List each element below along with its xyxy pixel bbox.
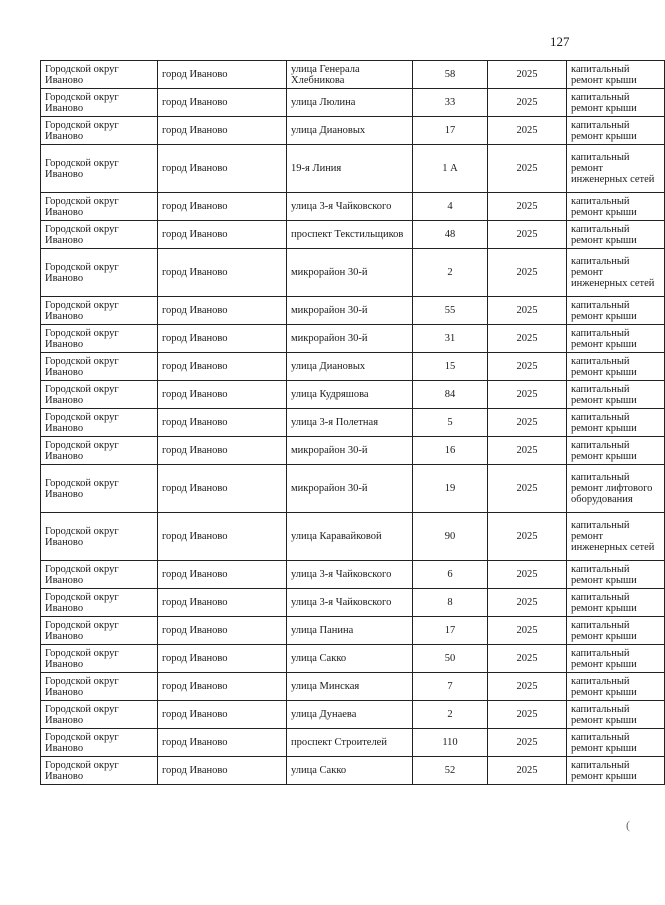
- city-cell: город Иваново: [158, 513, 287, 561]
- street-cell: микрорайон 30-й: [287, 297, 413, 325]
- house-cell: 16: [413, 437, 488, 465]
- year-cell: 2025: [488, 193, 567, 221]
- municipality-cell: Городской округ Иваново: [41, 117, 158, 145]
- street-cell: улица 3-я Чайковского: [287, 589, 413, 617]
- table-row: [41, 465, 665, 513]
- table-row: [41, 297, 665, 325]
- work-cell: капитальный ремонт крыши: [567, 701, 665, 729]
- work-cell: капитальный ремонт крыши: [567, 61, 665, 89]
- city-cell: город Иваново: [158, 465, 287, 513]
- house-cell: 17: [413, 617, 488, 645]
- city-cell: город Иваново: [158, 325, 287, 353]
- street-cell: проспект Текстильщиков: [287, 221, 413, 249]
- year-cell: 2025: [488, 89, 567, 117]
- year-cell: 2025: [488, 437, 567, 465]
- work-cell: капитальный ремонт крыши: [567, 757, 665, 785]
- work-cell: капитальный ремонт крыши: [567, 617, 665, 645]
- city-cell: город Иваново: [158, 757, 287, 785]
- municipality-cell: Городской округ Иваново: [41, 437, 158, 465]
- house-cell: 17: [413, 117, 488, 145]
- work-cell: капитальный ремонт крыши: [567, 437, 665, 465]
- house-cell: 19: [413, 465, 488, 513]
- work-cell: капитальный ремонт крыши: [567, 673, 665, 701]
- street-cell: улица Диановых: [287, 353, 413, 381]
- table-row: [41, 645, 665, 673]
- street-cell: проспект Строителей: [287, 729, 413, 757]
- city-cell: город Иваново: [158, 617, 287, 645]
- city-cell: город Иваново: [158, 381, 287, 409]
- work-cell: капитальный ремонт крыши: [567, 589, 665, 617]
- table-row: [41, 193, 665, 221]
- year-cell: 2025: [488, 353, 567, 381]
- city-cell: город Иваново: [158, 645, 287, 673]
- house-cell: 48: [413, 221, 488, 249]
- street-cell: улица 3-я Чайковского: [287, 193, 413, 221]
- table-row: [41, 61, 665, 89]
- city-cell: город Иваново: [158, 589, 287, 617]
- work-cell: капитальный ремонт крыши: [567, 381, 665, 409]
- city-cell: город Иваново: [158, 561, 287, 589]
- year-cell: 2025: [488, 645, 567, 673]
- table-row: [41, 117, 665, 145]
- year-cell: 2025: [488, 757, 567, 785]
- table-row: [41, 221, 665, 249]
- table-row: [41, 617, 665, 645]
- house-cell: 33: [413, 89, 488, 117]
- house-cell: 84: [413, 381, 488, 409]
- municipality-cell: Городской округ Иваново: [41, 561, 158, 589]
- municipality-cell: Городской округ Иваново: [41, 729, 158, 757]
- table-row: [41, 701, 665, 729]
- city-cell: город Иваново: [158, 437, 287, 465]
- work-cell: капитальный ремонт лифтового оборудования: [567, 465, 665, 513]
- table-row: [41, 249, 665, 297]
- year-cell: 2025: [488, 513, 567, 561]
- work-cell: капитальный ремонт крыши: [567, 297, 665, 325]
- house-cell: 52: [413, 757, 488, 785]
- city-cell: город Иваново: [158, 297, 287, 325]
- table-row: [41, 89, 665, 117]
- house-cell: 5: [413, 409, 488, 437]
- city-cell: город Иваново: [158, 353, 287, 381]
- work-cell: капитальный ремонт крыши: [567, 729, 665, 757]
- city-cell: город Иваново: [158, 61, 287, 89]
- work-cell: капитальный ремонт крыши: [567, 645, 665, 673]
- city-cell: город Иваново: [158, 89, 287, 117]
- municipality-cell: Городской округ Иваново: [41, 513, 158, 561]
- street-cell: улица Генерала Хлебникова: [287, 61, 413, 89]
- municipality-cell: Городской округ Иваново: [41, 193, 158, 221]
- work-cell: капитальный ремонт крыши: [567, 193, 665, 221]
- street-cell: улица Панина: [287, 617, 413, 645]
- city-cell: город Иваново: [158, 701, 287, 729]
- street-cell: микрорайон 30-й: [287, 249, 413, 297]
- work-cell: капитальный ремонт крыши: [567, 89, 665, 117]
- house-cell: 110: [413, 729, 488, 757]
- table-row: [41, 513, 665, 561]
- street-cell: улица Минская: [287, 673, 413, 701]
- house-cell: 4: [413, 193, 488, 221]
- street-cell: микрорайон 30-й: [287, 437, 413, 465]
- year-cell: 2025: [488, 673, 567, 701]
- municipality-cell: Городской округ Иваново: [41, 145, 158, 193]
- municipality-cell: Городской округ Иваново: [41, 249, 158, 297]
- house-cell: 15: [413, 353, 488, 381]
- house-cell: 2: [413, 701, 488, 729]
- house-cell: 2: [413, 249, 488, 297]
- street-cell: улица Сакко: [287, 757, 413, 785]
- work-cell: капитальный ремонт крыши: [567, 221, 665, 249]
- repair-schedule-table: [40, 60, 665, 785]
- municipality-cell: Городской округ Иваново: [41, 381, 158, 409]
- table-row: [41, 325, 665, 353]
- house-cell: 58: [413, 61, 488, 89]
- year-cell: 2025: [488, 117, 567, 145]
- municipality-cell: Городской округ Иваново: [41, 61, 158, 89]
- table-row: [41, 561, 665, 589]
- table-row: [41, 673, 665, 701]
- year-cell: 2025: [488, 729, 567, 757]
- table-row: [41, 145, 665, 193]
- street-cell: улица Дунаева: [287, 701, 413, 729]
- city-cell: город Иваново: [158, 409, 287, 437]
- street-cell: улица Люлина: [287, 89, 413, 117]
- street-cell: улица Сакко: [287, 645, 413, 673]
- house-cell: 7: [413, 673, 488, 701]
- year-cell: 2025: [488, 561, 567, 589]
- table-row: [41, 353, 665, 381]
- municipality-cell: Городской округ Иваново: [41, 589, 158, 617]
- street-cell: микрорайон 30-й: [287, 325, 413, 353]
- year-cell: 2025: [488, 465, 567, 513]
- table-row: [41, 437, 665, 465]
- work-cell: капитальный ремонт инженерных сетей: [567, 513, 665, 561]
- year-cell: 2025: [488, 297, 567, 325]
- year-cell: 2025: [488, 589, 567, 617]
- municipality-cell: Городской округ Иваново: [41, 297, 158, 325]
- city-cell: город Иваново: [158, 145, 287, 193]
- city-cell: город Иваново: [158, 193, 287, 221]
- work-cell: капитальный ремонт крыши: [567, 117, 665, 145]
- street-cell: 19-я Линия: [287, 145, 413, 193]
- house-cell: 31: [413, 325, 488, 353]
- municipality-cell: Городской округ Иваново: [41, 757, 158, 785]
- city-cell: город Иваново: [158, 117, 287, 145]
- work-cell: капитальный ремонт крыши: [567, 409, 665, 437]
- work-cell: капитальный ремонт крыши: [567, 561, 665, 589]
- municipality-cell: Городской округ Иваново: [41, 89, 158, 117]
- house-cell: 50: [413, 645, 488, 673]
- table-row: [41, 409, 665, 437]
- city-cell: город Иваново: [158, 249, 287, 297]
- year-cell: 2025: [488, 249, 567, 297]
- municipality-cell: Городской округ Иваново: [41, 673, 158, 701]
- year-cell: 2025: [488, 617, 567, 645]
- street-cell: улица 3-я Полетная: [287, 409, 413, 437]
- table-body: [41, 61, 665, 785]
- year-cell: 2025: [488, 145, 567, 193]
- municipality-cell: Городской округ Иваново: [41, 325, 158, 353]
- municipality-cell: Городской округ Иваново: [41, 221, 158, 249]
- municipality-cell: Городской округ Иваново: [41, 645, 158, 673]
- page-number: 127: [550, 34, 570, 49]
- street-cell: улица Каравайковой: [287, 513, 413, 561]
- work-cell: капитальный ремонт крыши: [567, 353, 665, 381]
- house-cell: 6: [413, 561, 488, 589]
- scan-edge-mark: (: [626, 818, 630, 832]
- city-cell: город Иваново: [158, 729, 287, 757]
- year-cell: 2025: [488, 221, 567, 249]
- year-cell: 2025: [488, 61, 567, 89]
- municipality-cell: Городской округ Иваново: [41, 617, 158, 645]
- year-cell: 2025: [488, 701, 567, 729]
- municipality-cell: Городской округ Иваново: [41, 409, 158, 437]
- table-row: [41, 589, 665, 617]
- work-cell: капитальный ремонт инженерных сетей: [567, 145, 665, 193]
- street-cell: улица 3-я Чайковского: [287, 561, 413, 589]
- house-cell: 8: [413, 589, 488, 617]
- house-cell: 90: [413, 513, 488, 561]
- street-cell: улица Кудряшова: [287, 381, 413, 409]
- table-row: [41, 729, 665, 757]
- house-cell: 1 А: [413, 145, 488, 193]
- street-cell: улица Диановых: [287, 117, 413, 145]
- table-row: [41, 381, 665, 409]
- year-cell: 2025: [488, 381, 567, 409]
- street-cell: микрорайон 30-й: [287, 465, 413, 513]
- table-row: [41, 757, 665, 785]
- year-cell: 2025: [488, 409, 567, 437]
- work-cell: капитальный ремонт крыши: [567, 325, 665, 353]
- work-cell: капитальный ремонт инженерных сетей: [567, 249, 665, 297]
- house-cell: 55: [413, 297, 488, 325]
- year-cell: 2025: [488, 325, 567, 353]
- municipality-cell: Городской округ Иваново: [41, 701, 158, 729]
- municipality-cell: Городской округ Иваново: [41, 465, 158, 513]
- city-cell: город Иваново: [158, 673, 287, 701]
- municipality-cell: Городской округ Иваново: [41, 353, 158, 381]
- city-cell: город Иваново: [158, 221, 287, 249]
